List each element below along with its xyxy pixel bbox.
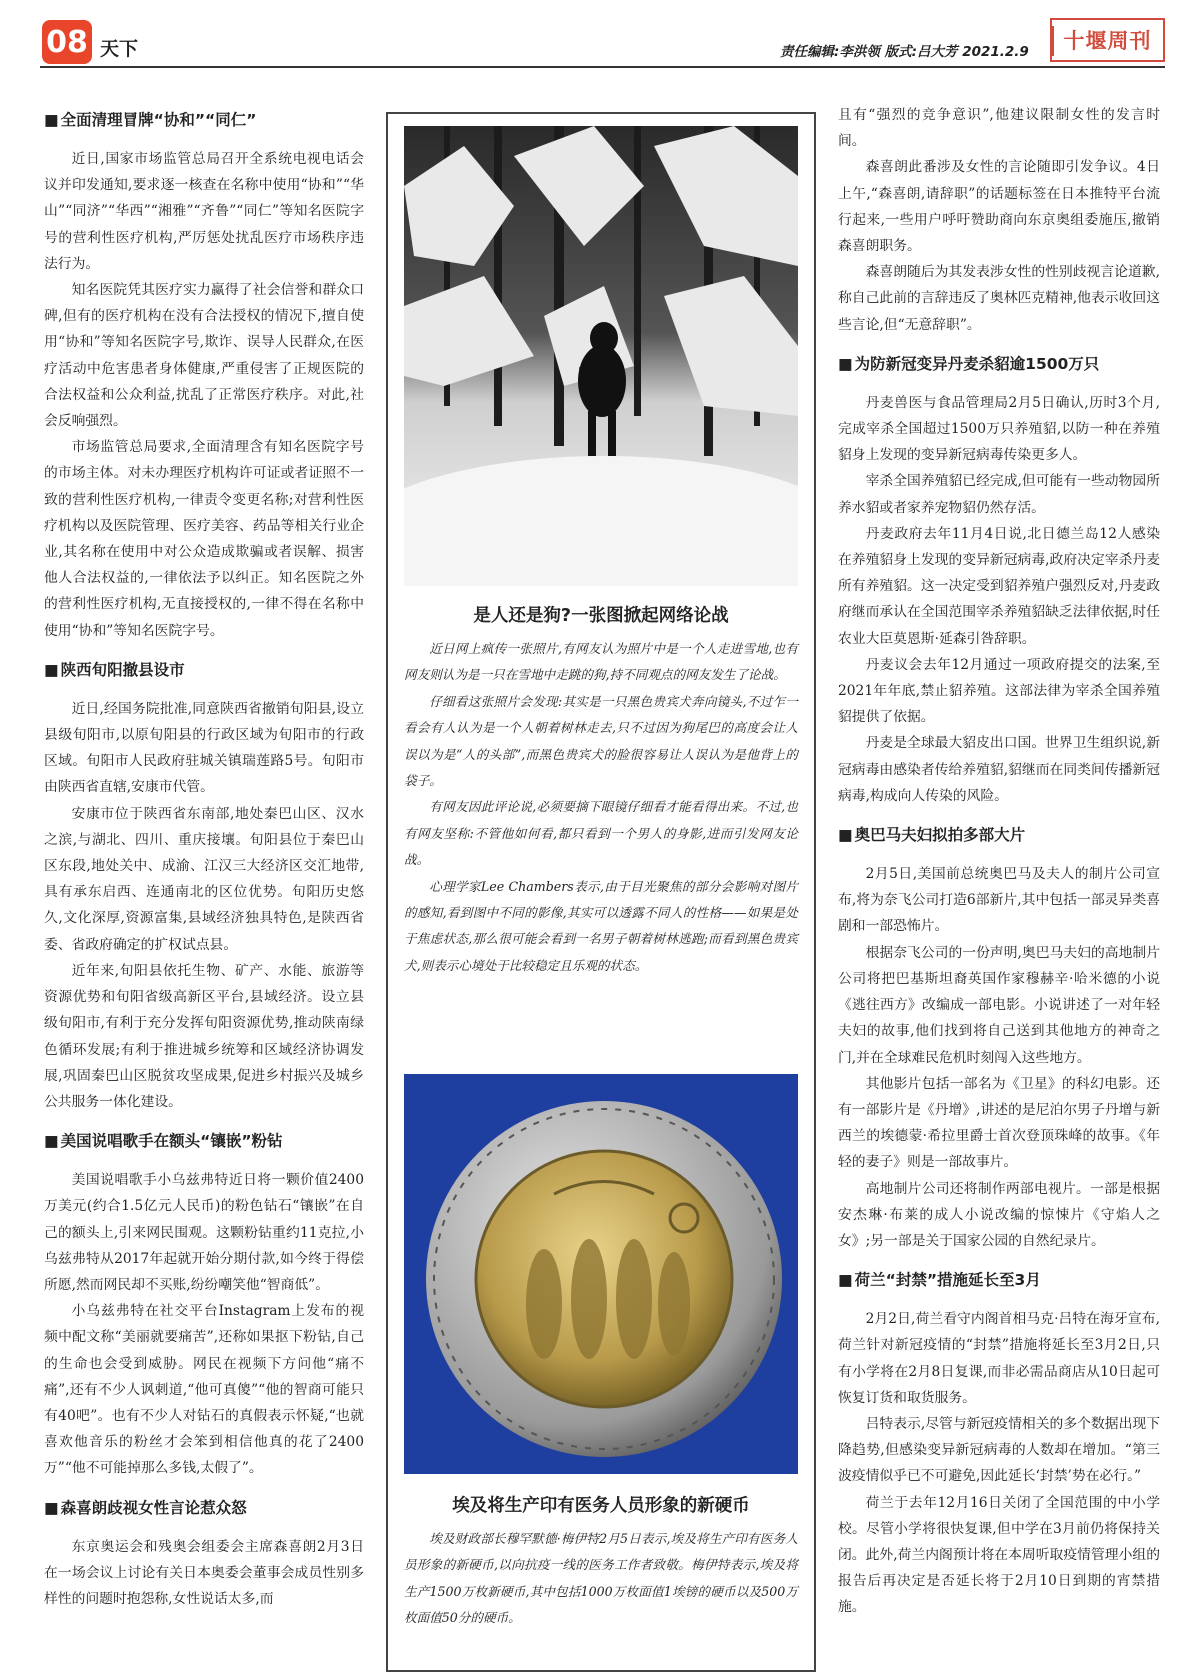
feature-title: 是人还是狗?一张图掀起网络论战 [473,606,729,626]
article-paragraph: 根据奈飞公司的一份声明,奥巴马夫妇的高地制片公司将把巴基斯坦裔英国作家穆赫辛·哈米德的小说《逃往西方》改编成一部电影。小说讲述了一对年轻夫妇的故事,他们找到将自己送到其他地方的神奇之门,并在全球难民危机时刻闯入这些地方。 [838,944,1160,1066]
article-paragraph: 丹麦兽医与食品管理局2月5日确认,历时3个月,完成宰杀全国超过1500万只养殖貂,以防一种在养殖貂身上发现的变异新冠病毒传染更多人。 [838,394,1160,464]
feature-body [404,636,798,979]
article-paragraph: 安康市位于陕西省东南部,地处秦巴山区、汉水之滨,与湖北、四川、重庆接壤。旬阳县位于秦巴山区东段,地处关中、成渝、江汉三大经济区交汇地带,具有承东启西、连通南北的区位优势。旬阳历史悠久,文化深厚,资源富集,县域经济独具特色,是陕西省委、省政府确定的扩权试点县。 [44,805,364,953]
article-heading: ■ 荷兰“封禁”措施延长至3月 [838,1268,1160,1292]
article-paragraph: 高地制片公司还将制作两部电视片。一部是根据安杰琳·布莱的成人小说改编的惊悚片《守焰人之女》;另一部是关于国家公园的自然纪录片。 [838,1180,1160,1249]
article-heading: ■ 美国说唱歌手在额头“镶嵌”粉钻 [44,1129,364,1153]
article-heading: ■ 森喜朗歧视女性言论惹众怒 [44,1496,364,1520]
article-paragraph: 近日,国家市场监管总局召开全系统电视电话会议并印发通知,要求逐一核查在名称中使用“协和”“华山”“同济”“华西”“湘雅”“齐鲁”“同仁”等知名医院字号的营利性医疗机构,严厉惩处扰乱医疗市场秩序违法行为。 [44,151,364,272]
article-paragraph: 2月2日,荷兰看守内阁首相马克·吕特在海牙宣布,荷兰针对新冠疫情的“封禁”措施将延长至3月2日,只有小学将在2月8日复课,而非必需品商店从10日起可恢复订货和取货服务。 [838,1311,1160,1406]
coin-photo [404,1074,798,1474]
article-paragraph: 美国说唱歌手小乌兹弗特近日将一颗价值2400万美元(约合1.5亿元人民币)的粉色钻石“镶嵌”在自己的额头上,引来网民围观。这颗粉钻重约11克拉,小乌兹弗特从2017年起就开始分期付款,如今终于得偿所愿,然而网民却不买账,纷纷嘲笑他“智商低”。 [44,1172,364,1293]
article-paragraph: 埃及财政部长穆罕默德·梅伊特2月5日表示,埃及将生产印有医务人员形象的新硬币,以向抗疫一线的医务工作者致敬。梅伊特表示,埃及将生产1500万枚新硬币,其中包括1000万枚面值1埃镑的硬币以及500万枚面值50分的硬币。 [404,1531,798,1626]
article-heading: ■ 为防新冠变异丹麦杀貂逾1500万只 [838,352,1160,376]
article-heading: ■ 全面清理冒牌“协和”“同仁” [44,108,364,132]
left-column [44,108,364,1612]
right-column [838,102,1160,1621]
article-paragraph: 荷兰于去年12月16日关闭了全国范围的中小学校。尽管小学将很快复课,但中学在3月前仍将保持关闭。此外,荷兰内阁预计将在本周听取疫情管理小组的报告后再决定是否延长将于2月10日到期的宵禁措施。 [838,1494,1160,1616]
article-paragraph: 知名医院凭其医疗实力赢得了社会信誉和群众口碑,但有的医疗机构在没有合法授权的情况下,擅自使用“协和”等知名医院字号,欺诈、误导人民群众,在医疗活动中危害患者身体健康,严重侵害了正规医院的合法权益和公众利益,扰乱了正常医疗秩序。对此,社会反响强烈。 [44,282,364,430]
article-paragraph: 近日网上疯传一张照片,有网友认为照片中是一个人走进雪地,也有网友则认为是一只在雪地中走跳的狗,持不同观点的网友发生了论战。 [404,641,798,683]
article-paragraph: 丹麦议会去年12月通过一项政府提交的法案,至2021年年底,禁止貂养殖。这部法律为宰杀全国养殖貂提供了依据。 [838,656,1160,726]
article-paragraph: 且有“强烈的竞争意识”,他建议限制女性的发言时间。 [838,107,1160,150]
header-rule [40,66,1165,68]
section-name: 天下 [100,38,139,60]
article-paragraph: 2月5日,美国前总统奥巴马及夫人的制片公司宣布,将为奈飞公司打造6部新片,其中包括一部灵异类喜剧和一部恐怖片。 [838,866,1160,935]
snow-dog-photo [404,126,798,586]
article-paragraph: 小乌兹弗特在社交平台Instagram上发布的视频中配文称“美丽就要痛苦”,还称如果抠下粉钻,自己的生命也会受到威胁。网民在视频下方问他“痛不痛”,还有不少人讽刺道,“他可真傻”“他的智商可能只有40吧”。也有不少人对钻石的真假表示怀疑,“也就喜欢他音乐的粉丝才会笨到相信他真的花了2400万”“他不可能掉那么多钱,太假了”。 [44,1303,364,1477]
feature-title: 埃及将生产印有医务人员形象的新硬币 [452,1496,750,1516]
article-paragraph: 其他影片包括一部名为《卫星》的科幻电影。还有一部影片是《丹增》,讲述的是尼泊尔男子丹增与新西兰的埃德蒙·希拉里爵士首次登顶珠峰的故事。《年轻的妻子》则是一部故事片。 [838,1075,1160,1171]
article-paragraph: 近年来,旬阳县依托生物、矿产、水能、旅游等资源优势和旬阳省级高新区平台,县域经济。设立县级旬阳市,有利于充分发挥旬阳资源优势,推动陕南绿色循环发展;有利于推进城乡统筹和区域经济协调发展,巩固秦巴山区脱贫攻坚成果,促进乡村振兴及城乡公共服务一体化建设。 [44,962,364,1110]
feature-body [404,1526,798,1632]
article-heading: ■ 奥巴马夫妇拟拍多部大片 [838,823,1160,847]
article-heading: ■ 陕西旬阳撤县设市 [44,658,364,682]
article-paragraph: 市场监管总局要求,全面清理含有知名医院字号的市场主体。对未办理医疗机构许可证或者证照不一致的营利性医疗机构,一律责令变更名称;对营利性医疗机构以及医院管理、医疗美容、药品等相关行业企业,其名称在使用中对公众造成欺骗或者误解、损害他人合法权益的,一律依法予以纠正。知名医院之外的营利性医疗机构,无直接授权的,一律不得在名称中使用“协和”等知名医院字号。 [44,439,364,639]
article-paragraph: 近日,经国务院批准,同意陕西省撤销旬阳县,设立县级旬阳市,以原旬阳县的行政区域为旬阳市的行政区域。旬阳市人民政府驻城关镇瑞莲路5号。旬阳市由陕西省直辖,安康市代管。 [44,700,364,796]
article-paragraph: 东京奥运会和残奥会组委会主席森喜朗2月3日在一场会议上讨论有关日本奥委会董事会成员性别多样性的问题时抱怨称,女性说话太多,而 [44,1538,364,1607]
article-paragraph: 仔细看这张照片会发现:其实是一只黑色贵宾犬奔向镜头,不过乍一看会有人认为是一个人朝着树林走去,只不过因为狗尾巴的高度会让人误以为是“人的头部”,而黑色贵宾犬的脸很容易让人误认为是他背上的袋子。 [404,693,798,789]
article-paragraph: 丹麦政府去年11月4日说,北日德兰岛12人感染在养殖貂身上发现的变异新冠病毒,政府决定宰杀丹麦所有养殖貂。这一决定受到貂养殖户强烈反对,丹麦政府继而承认在全国范围宰杀养殖貂缺乏法律依据,时任农业大臣莫恩斯·延森引咎辞职。 [838,525,1160,647]
article-paragraph: 森喜朗此番涉及女性的言论随即引发争议。4日上午,“森喜朗,请辞职”的话题标签在日本推特平台流行起来,一些用户呼吁赞助商向东京奥组委施压,撤销森喜朗职务。 [838,159,1160,255]
brand-logo: 十堰周刊 [1050,18,1165,62]
article-paragraph: 宰杀全国养殖貂已经完成,但可能有一些动物园所养水貂或者家养宠物貂仍然存活。 [838,473,1160,516]
middle-feature-box [386,112,816,1672]
article-paragraph: 心理学家Lee Chambers表示,由于目光聚焦的部分会影响对图片的感知,看到图中不同的影像,其实可以透露不同人的性格——如果是处于焦虑状态,那么很可能会看到一名男子朝着树林逃跑;而看到黑色贵宾犬,则表示心境处于比较稳定且乐观的状态。 [404,878,798,973]
page-number: 08 [42,20,92,64]
article-paragraph: 森喜朗随后为其发表涉女性的性别歧视言论道歉,称自己此前的言辞违反了奥林匹克精神,他表示收回这些言论,但“无意辞职”。 [838,264,1160,333]
editor-line: 责任编辑:李洪领 版式:吕大芳 2021.2.9 [780,44,1029,60]
article-paragraph: 有网友因此评论说,必须要摘下眼镜仔细看才能看得出来。不过,也有网友坚称:不管他如何看,都只看到一个男人的身影,进而引发网友论战。 [404,799,798,868]
article-paragraph: 吕特表示,尽管与新冠疫情相关的多个数据出现下降趋势,但感染变异新冠病毒的人数却在增加。“第三波疫情似乎已不可避免,因此延长‘封禁’势在必行。” [838,1415,1160,1485]
article-paragraph: 丹麦是全球最大貂皮出口国。世界卫生组织说,新冠病毒由感染者传给养殖貂,貂继而在同类间传播新冠病毒,构成向人传染的风险。 [838,735,1160,804]
